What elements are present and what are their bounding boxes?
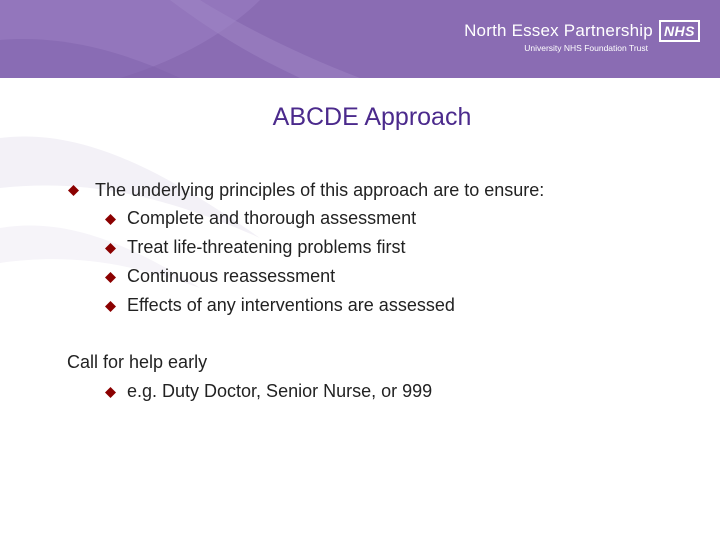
diamond-bullet-icon bbox=[105, 385, 116, 396]
intro-text: The underlying principles of this approach are to ensure: bbox=[95, 180, 545, 200]
call-for-help-text: Call for help early bbox=[67, 352, 208, 372]
principle-item: Effects of any interventions are assessed bbox=[127, 295, 455, 315]
help-example-item: e.g. Duty Doctor, Senior Nurse, or 999 bbox=[127, 381, 433, 401]
principle-item: Continuous reassessment bbox=[127, 266, 336, 286]
org-subtitle: University NHS Foundation Trust bbox=[524, 43, 648, 53]
header-banner bbox=[0, 0, 720, 78]
slide-title: ABCDE Approach bbox=[272, 103, 472, 131]
principle-item: Treat life-threatening problems first bbox=[127, 237, 406, 257]
diamond-bullet-icon bbox=[105, 212, 116, 223]
nhs-badge: NHS bbox=[659, 20, 700, 42]
diamond-bullet-icon bbox=[105, 299, 116, 310]
principle-item: Complete and thorough assessment bbox=[127, 208, 417, 228]
org-name: North Essex Partnership bbox=[464, 21, 653, 40]
diamond-bullet-icon bbox=[105, 270, 116, 281]
diamond-bullet-icon bbox=[68, 183, 79, 194]
diamond-bullet-icon bbox=[105, 241, 116, 252]
nhs-trust-logo bbox=[464, 20, 700, 53]
